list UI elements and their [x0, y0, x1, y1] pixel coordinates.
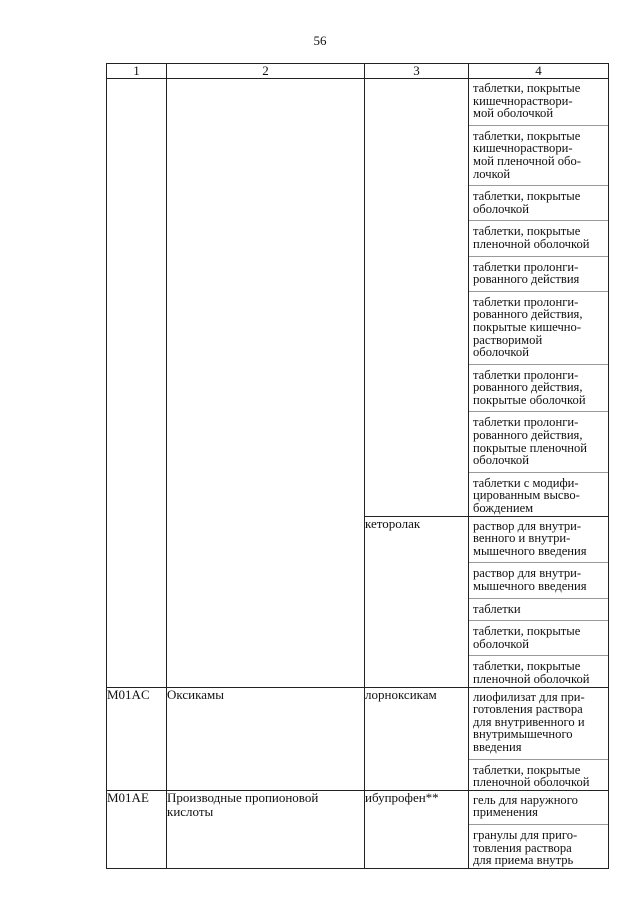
- substance-cell: лорноксикам: [365, 687, 469, 790]
- dosage-form: таблетки пролонги- рованного действия, покрытые оболочкой: [469, 364, 608, 408]
- group-name-cell: Оксикамы: [167, 687, 365, 790]
- atc-code-cell: [107, 79, 167, 688]
- atc-code-cell: M01AE: [107, 790, 167, 868]
- dosage-forms-cell: [469, 516, 609, 687]
- dosage-forms-cell: [469, 79, 609, 517]
- drug-table: [106, 63, 609, 869]
- dosage-form: таблетки, покрытые оболочкой: [469, 620, 608, 651]
- table-row: [107, 790, 609, 868]
- substance-cell: [365, 79, 469, 517]
- substance-cell: кеторолак: [365, 516, 469, 687]
- page-number: 56: [313, 33, 327, 48]
- atc-code-cell: M01AC: [107, 687, 167, 790]
- dosage-form: таблетки, покрытые пленочной оболочкой: [469, 759, 608, 790]
- header-row: [107, 64, 609, 79]
- dosage-form: раствор для внутри- мышечного введения: [469, 562, 608, 593]
- dosage-form: гранулы для приго- товления раствора для приема внутрь: [469, 824, 608, 868]
- dosage-form: таблетки, покрытые оболочкой: [469, 185, 608, 216]
- dosage-forms-cell: [469, 790, 609, 868]
- dosage-form: лиофилизат для при- готовления раствора для внутривенного и внутримышечного введения: [473, 689, 585, 754]
- dosage-form: таблетки: [469, 598, 608, 617]
- dosage-form: таблетки пролонги- рованного действия: [469, 256, 608, 287]
- dosage-form: таблетки, покрытые пленочной оболочкой: [469, 220, 608, 251]
- table-row: [107, 79, 609, 517]
- substance-cell: ибупрофен**: [365, 790, 469, 868]
- column-header-1: 1: [107, 64, 167, 79]
- dosage-forms-cell: [469, 687, 609, 790]
- group-name-cell: [167, 79, 365, 688]
- table-row: [107, 687, 609, 790]
- column-header-2: 2: [167, 64, 365, 79]
- dosage-form: таблетки, покрытые кишечнораствори- мой оболочкой: [473, 81, 581, 121]
- dosage-form: таблетки, покрытые пленочной оболочкой: [469, 655, 608, 686]
- dosage-form: гель для наружного применения: [473, 792, 578, 820]
- dosage-form: таблетки с модифи- цированным высво- бождением: [469, 472, 608, 516]
- group-name-cell: Производные пропионовой кислоты: [167, 790, 365, 868]
- dosage-form: таблетки пролонги- рованного действия, покрытые пленочной оболочкой: [469, 411, 608, 467]
- dosage-form: таблетки пролонги- рованного действия, покрытые кишечно- растворимой оболочкой: [469, 291, 608, 360]
- column-header-3: 3: [365, 64, 469, 79]
- dosage-form: таблетки, покрытые кишечнораствори- мой пленочной обо- лочкой: [469, 125, 608, 181]
- column-header-4: 4: [469, 64, 609, 79]
- dosage-form: раствор для внутри- венного и внутри- мышечного введения: [473, 518, 587, 558]
